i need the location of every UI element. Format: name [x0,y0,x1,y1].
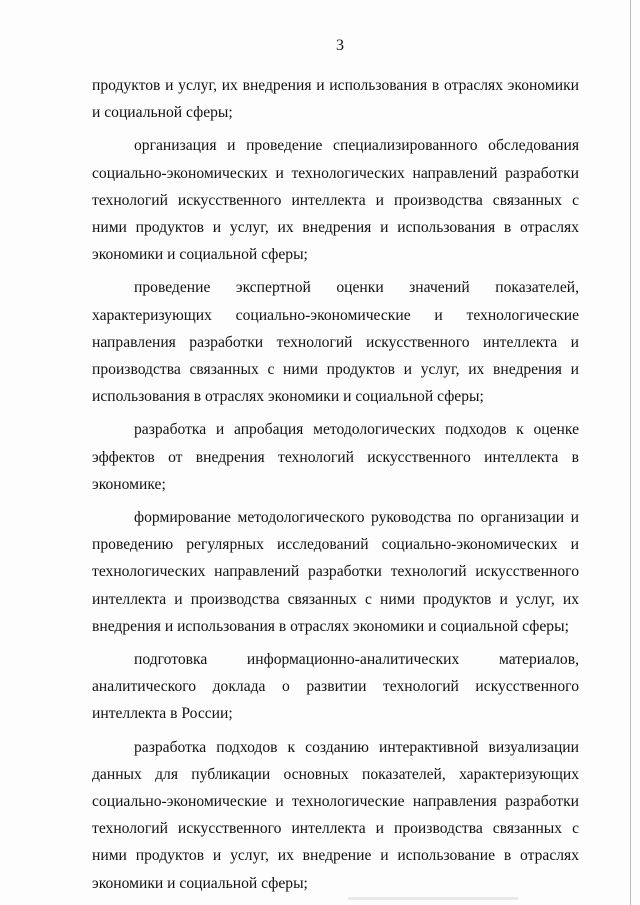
scan-artifact [348,897,518,900]
paragraph-survey: организация и проведение специализированного обследования социально-экономических и технологических направлений разработки технологий искусственного интеллекта и производства связанных с ними продуктов и услуг, их внедрения и использования в отраслях экономики и социальной сферы; [92,137,579,264]
page-edge-line [630,0,631,905]
paragraph-analytical-materials: подготовка информационно-аналитических материалов, аналитического доклада о развитии технологий искусственного интеллекта в России; [92,651,579,723]
paragraph-continuation: продуктов и услуг, их внедрения и использования в отраслях экономики и социальной сферы; [92,77,579,122]
paragraph-expert-assessment: проведение экспертной оценки значений показателей, характеризующих социально-экономические и технологические направления разработки технологий искусственного интеллекта и производства связанных с ними продуктов и услуг, их внедрения и использования в отраслях экономики и социальной сферы; [92,279,579,406]
page-number: 3 [336,37,344,54]
paragraph-methodological-guide: формирование методологического руководства по организации и проведению регулярных исследований социально-экономических и технологических направлений разработки технологий искусственного интеллекта и производства связанных с ними продуктов и услуг, их внедрения и использования в отраслях экономики и социальной сферы; [92,509,579,635]
paragraph-methodology-approaches: разработка и апробация методологических подходов к оценке эффектов от внедрения технологий искусственного интеллекта в экономике; [92,421,579,493]
paragraph-visualization: разработка подходов к созданию интерактивной визуализации данных для публикации основных показателей, характеризующих социально-экономические и технологические направления разработки технологий искусственного интеллекта и производства связанных с ними продуктов и услуг, их внедрение и использование в отраслях экономики и социальной сферы; [92,738,579,892]
document-body [92,72,579,897]
